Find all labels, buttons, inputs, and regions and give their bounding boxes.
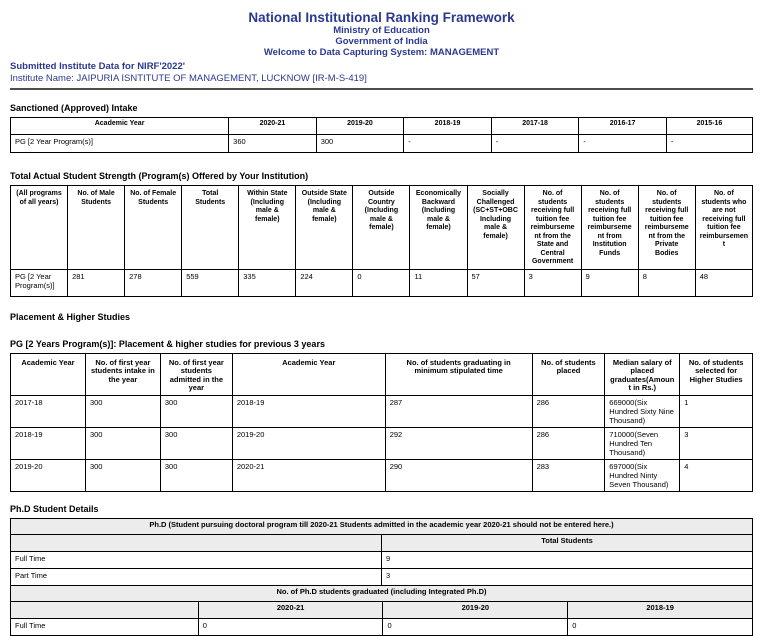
value-cell: 9 [382,551,753,568]
value-cell: 300 [160,459,232,491]
value-cell: 3 [382,568,753,585]
empty-cell [11,601,199,618]
row-label-cell: Full Time [11,618,199,635]
phd-details-table [10,518,753,586]
value-cell: 2018-19 [232,395,385,427]
column-header: No. of first year students intake in the year [85,353,160,395]
column-header: Within State (Including male & female) [239,186,296,270]
empty-cell [11,534,382,551]
column-header: Outside State (Including male & female) [296,186,353,270]
column-header: Academic Year [232,353,385,395]
column-header: Academic Year [11,353,86,395]
column-header: No. of students who are not receiving full tuition fee reimbursement [695,186,752,270]
column-header: No. of students receiving full tuition fee reimbursement from the State and Central Government [524,186,581,270]
table-banner-row [11,585,753,601]
header-divider [10,88,753,90]
subsection-heading-pg-placement: PG [2 Years Program(s)]: Placement & higher studies for previous 3 years [10,338,325,349]
value-cell: 290 [385,459,532,491]
value-cell: 2020-21 [232,459,385,491]
value-cell: 300 [85,427,160,459]
value-cell: 8 [638,269,695,296]
column-header: No. of Female Students [125,186,182,270]
government-line: Government of India [335,36,428,47]
program-label-cell: PG [2 Year Program(s)] [11,269,68,296]
value-cell: 559 [182,269,239,296]
column-header: 2019-20 [316,118,404,135]
column-header: No. of students selected for Higher Studies [680,353,753,395]
value-cell: 300 [85,459,160,491]
section-heading-sanctioned-intake: Sanctioned (Approved) Intake [10,103,138,113]
value-cell: 9 [581,269,638,296]
value-cell: 300 [85,395,160,427]
value-cell: 335 [239,269,296,296]
column-header: 2020-21 [229,118,317,135]
column-header: No. of students receiving full tuition fee reimbursement from the Private Bodies [638,186,695,270]
column-header: No. of students receiving full tuition fee reimbursement from Institution Funds [581,186,638,270]
column-header: 2019-20 [383,601,568,618]
table-banner-row [11,518,753,534]
column-header: 2017-18 [491,118,579,135]
table-row [11,135,753,153]
section-heading-student-strength: Total Actual Student Strength (Program(s) Offered by Your Institution) [10,171,309,181]
column-header: 2018-19 [568,601,753,618]
value-cell: 281 [68,269,125,296]
value-cell: 287 [385,395,532,427]
sanctioned-intake-table [10,117,753,153]
welcome-line: Welcome to Data Capturing System: MANAGEMENT [263,47,500,58]
table-row [11,395,753,427]
value-cell: - [404,135,492,153]
column-header: 2020-21 [198,601,383,618]
table-header-row [11,186,753,270]
table-row [11,459,753,491]
value-cell: 286 [532,395,605,427]
column-header: Socially Challenged (SC+ST+OBC Including male & female) [467,186,524,270]
value-cell: 0 [353,269,410,296]
table-header-row [11,601,753,618]
table-row [11,551,753,568]
value-cell: 3 [680,427,753,459]
value-cell: 292 [385,427,532,459]
column-header: No. of Male Students [68,186,125,270]
submitted-data-line: Submitted Institute Data for NIRF'2022' [10,61,186,72]
value-cell: - [666,135,752,153]
value-cell: 2017-18 [11,395,86,427]
phd-graduated-table [10,585,753,636]
value-cell: 0 [198,618,383,635]
column-header: 2015-16 [666,118,752,135]
column-header: No. of first year students admitted in the year [160,353,232,395]
column-header: Academic Year [11,118,229,135]
column-header: Total Students [382,534,753,551]
column-header: 2018-19 [404,118,492,135]
table-header-row [11,118,753,135]
column-header: No. of students placed [532,353,605,395]
value-cell: 300 [316,135,404,153]
page-header [10,10,753,58]
value-cell: 4 [680,459,753,491]
value-cell: 360 [229,135,317,153]
table-row [11,568,753,585]
table-row [11,618,753,635]
value-cell: 286 [532,427,605,459]
table-header-row [11,353,753,395]
column-header: Median salary of placed graduates(Amount in Rs.) [605,353,680,395]
value-cell: 278 [125,269,182,296]
value-cell: 1 [680,395,753,427]
value-cell: 57 [467,269,524,296]
value-cell: 3 [524,269,581,296]
table-header-row [11,534,753,551]
phd-banner: Ph.D (Student pursuing doctoral program till 2020-21 Students admitted in the academic year 2020-21 should not be entered here.) [11,518,753,534]
nirf-title: National Institutional Ranking Framework [248,10,515,25]
value-cell: 300 [160,395,232,427]
column-header: (All programs of all years) [11,186,68,270]
value-cell: 300 [160,427,232,459]
row-label-cell: Part Time [11,568,382,585]
program-label-cell: PG [2 Year Program(s)] [11,135,229,153]
value-cell: 283 [532,459,605,491]
value-cell: 0 [383,618,568,635]
column-header: No. of students graduating in minimum stipulated time [385,353,532,395]
value-cell: 669000(Six Hundred Sixty Nine Thousand) [605,395,680,427]
column-header: Economically Backward (Including male & female) [410,186,467,270]
value-cell: 2019-20 [11,459,86,491]
value-cell: 48 [695,269,752,296]
ministry-line: Ministry of Education [333,25,430,36]
value-cell: 2018-19 [11,427,86,459]
column-header: 2016-17 [579,118,667,135]
institute-name-line: Institute Name: JAIPURIA ISNTITUTE OF MANAGEMENT, LUCKNOW [IR-M-S-419] [10,73,367,84]
value-cell: 224 [296,269,353,296]
column-header: Outside Country (Including male & female) [353,186,410,270]
value-cell: 710000(Seven Hundred Ten Thousand) [605,427,680,459]
value-cell: - [579,135,667,153]
student-strength-table [10,185,753,297]
table-row [11,269,753,296]
value-cell: 697000(Six Hundred Ninty Seven Thousand) [605,459,680,491]
value-cell: - [491,135,579,153]
column-header: Total Students [182,186,239,270]
value-cell: 2019-20 [232,427,385,459]
section-heading-placement: Placement & Higher Studies [10,311,131,322]
value-cell: 0 [568,618,753,635]
placement-table [10,353,753,492]
section-heading-phd: Ph.D Student Details [10,503,99,514]
row-label-cell: Full Time [11,551,382,568]
phd-graduated-banner: No. of Ph.D students graduated (including Integrated Ph.D) [11,585,753,601]
value-cell: 11 [410,269,467,296]
table-row [11,427,753,459]
institute-meta [10,61,753,85]
